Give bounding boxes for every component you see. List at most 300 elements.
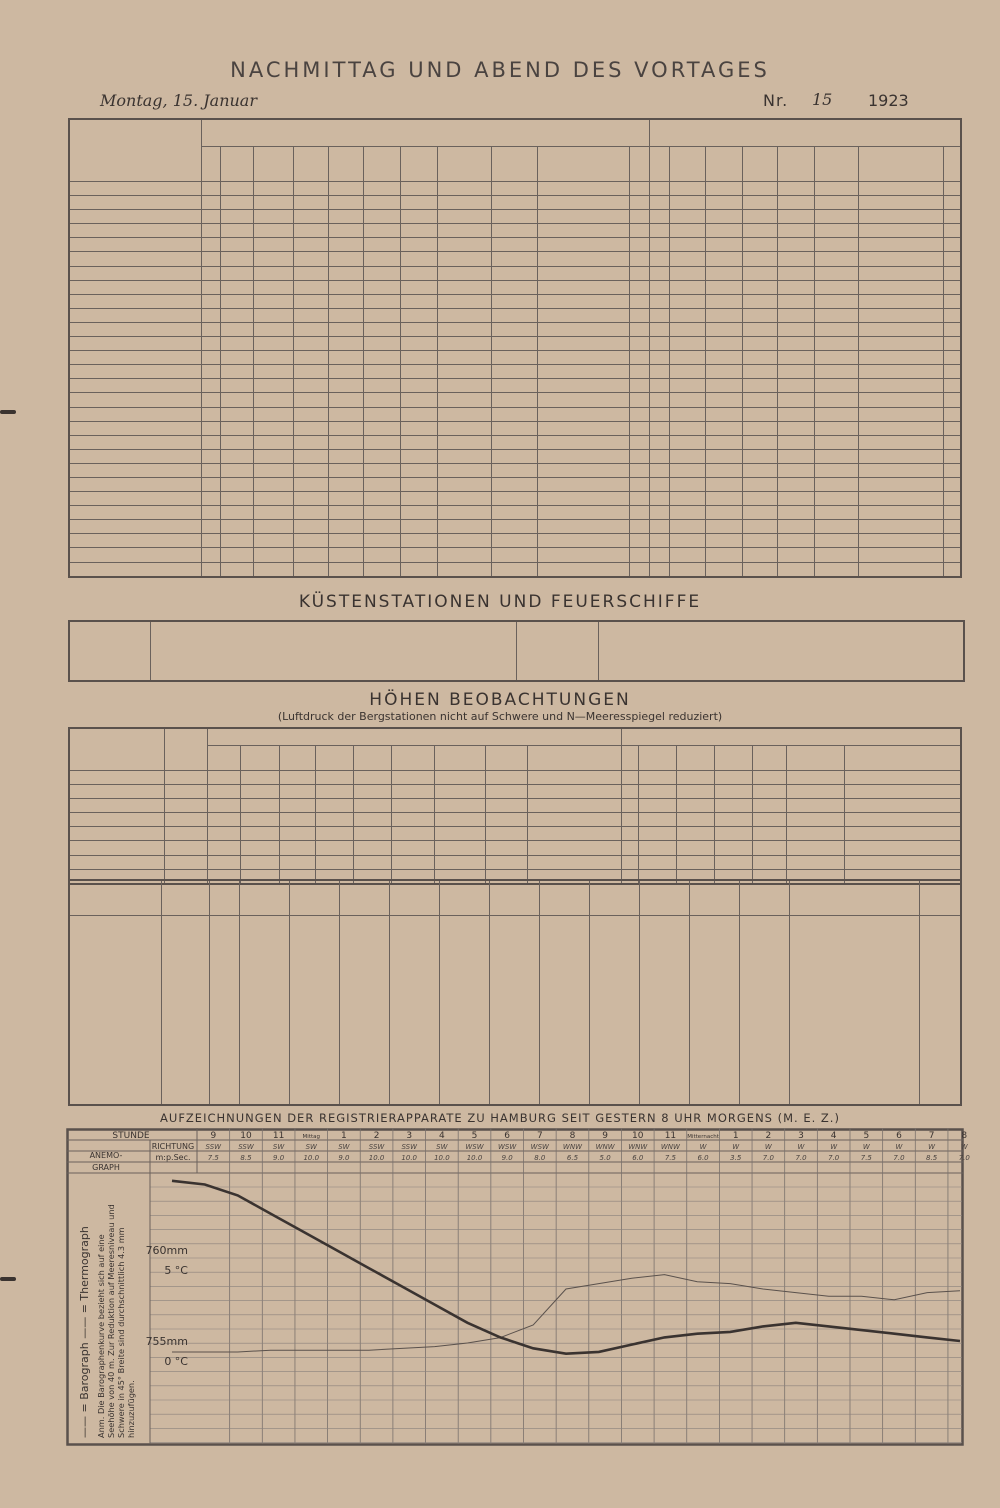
nm-cell (538, 294, 630, 308)
nm-cell (354, 785, 392, 799)
empty-cell (589, 934, 639, 1105)
label-5c: 5 °C (164, 1264, 188, 1277)
ab-cell (742, 534, 777, 548)
nm-cell (485, 841, 527, 855)
ab-cell (742, 351, 777, 365)
nm-cell (221, 534, 254, 548)
heights-subtitle: (Luftdruck der Bergstationen nicht auf Schwere und N—Meeresspiegel reduziert) (277, 710, 723, 723)
nm-cell (221, 266, 254, 280)
station-name (69, 799, 165, 813)
nm-cell (538, 365, 630, 379)
heights-title: HÖHEN BEOBACHTUNGEN (369, 690, 631, 710)
ab-cell (844, 855, 961, 869)
empty-cell (539, 934, 589, 1105)
nm-cell (315, 827, 353, 841)
nm-cell (279, 827, 315, 841)
wind-col-header (489, 880, 539, 916)
nm-cell (528, 799, 622, 813)
nm-cell (221, 379, 254, 393)
nm-cell (492, 210, 538, 224)
ab-cell (858, 379, 943, 393)
ab-cell (705, 393, 742, 407)
ab-cell (742, 365, 777, 379)
ab-col-header (844, 746, 961, 771)
nm-cell (201, 294, 221, 308)
nm-cell (201, 534, 221, 548)
wind-cell (639, 916, 689, 935)
ab-cell (669, 548, 705, 562)
nm-cell (630, 266, 650, 280)
hour-label: 8 (569, 1131, 576, 1141)
ab-cell (649, 210, 669, 224)
nm-cell (538, 280, 630, 294)
nm-cell (400, 238, 437, 252)
nm-cell (630, 548, 650, 562)
ab-cell (621, 785, 638, 799)
ab-cell (649, 477, 669, 491)
empty-cell (289, 934, 339, 1105)
nm-cell (630, 238, 650, 252)
nm-cell (437, 322, 492, 336)
ab-cell (814, 562, 858, 577)
nm-cell (363, 322, 400, 336)
ab-cell (705, 351, 742, 365)
ab-cell (814, 407, 858, 421)
ab-cell (742, 210, 777, 224)
ab-cell (669, 463, 705, 477)
nm-cell (201, 280, 221, 294)
ab-cell (814, 322, 858, 336)
coast-box (68, 620, 965, 682)
nm-cell (363, 196, 400, 210)
nm-cell (328, 351, 363, 365)
station-name (69, 492, 201, 506)
ab-cell (777, 182, 814, 196)
empty-cell (639, 934, 689, 1105)
station-row (69, 224, 961, 238)
ab-cell (742, 182, 777, 196)
nm-cell (201, 562, 221, 577)
nm-cell (437, 294, 492, 308)
ab-cell (638, 785, 676, 799)
nm-cell (254, 407, 293, 421)
nm-col-header (201, 147, 221, 182)
direction-label: W (895, 1143, 903, 1151)
station-row (69, 322, 961, 336)
nm-cell (538, 407, 630, 421)
ab-cell (649, 506, 669, 520)
nm-cell (400, 266, 437, 280)
nm-cell (201, 520, 221, 534)
hour-label: Mitternacht (687, 1134, 719, 1140)
nm-cell (630, 506, 650, 520)
nm-cell (630, 308, 650, 322)
nm-cell (254, 506, 293, 520)
ab-cell (943, 562, 961, 577)
nm-cell (630, 520, 650, 534)
ab-cell (649, 294, 669, 308)
nm-cell (221, 351, 254, 365)
nm-cell (485, 785, 527, 799)
nm-cell (492, 266, 538, 280)
nm-cell (293, 351, 328, 365)
coast-title: KÜSTENSTATIONEN UND FEUERSCHIFFE (298, 592, 702, 612)
ab-cell (705, 210, 742, 224)
nm-cell (328, 266, 363, 280)
ab-cell (787, 799, 844, 813)
ab-cell (844, 813, 961, 827)
stations-table (68, 118, 962, 578)
ab-cell (649, 421, 669, 435)
label-0c: 0 °C (164, 1355, 188, 1368)
ab-cell (705, 266, 742, 280)
hoehe (165, 771, 207, 785)
nm-cell (254, 337, 293, 351)
nm-cell (434, 855, 485, 869)
ab-cell (705, 379, 742, 393)
nm-col-header (392, 746, 434, 771)
nm-cell (363, 210, 400, 224)
wind-cell (689, 916, 739, 935)
station-name (69, 463, 201, 477)
binder-mark (0, 1277, 16, 1281)
nm-cell (392, 813, 434, 827)
nm-cell (528, 771, 622, 785)
nm-cell (315, 813, 353, 827)
empty-cell (161, 934, 209, 1105)
nm-cell (293, 435, 328, 449)
station-row (69, 379, 961, 393)
hour-label: 3 (798, 1131, 804, 1141)
nm-cell (328, 294, 363, 308)
empty-cell (69, 934, 161, 1105)
station-name (69, 322, 201, 336)
nm-cell (437, 196, 492, 210)
wind-cell (239, 916, 289, 935)
ab-cell (676, 771, 714, 785)
hoehe (165, 827, 207, 841)
ab-cell (669, 351, 705, 365)
station-name (69, 351, 201, 365)
ab-cell (943, 182, 961, 196)
speed-label: 3.5 (730, 1154, 742, 1162)
wind-cell (161, 916, 209, 935)
nm-cell (221, 238, 254, 252)
nm-cell (630, 534, 650, 548)
side-note-line: Anm. Die Barographenkurve bezieht sich auf eine (96, 1234, 106, 1438)
station-row (69, 534, 961, 548)
direction-label: WNW (562, 1143, 583, 1151)
direction-label: SW (338, 1143, 350, 1151)
nm-cell (363, 520, 400, 534)
nm-cell (492, 224, 538, 238)
ab-cell (943, 280, 961, 294)
nm-cell (363, 449, 400, 463)
ab-cell (705, 196, 742, 210)
height-row (69, 827, 961, 841)
direction-label: SW (305, 1143, 317, 1151)
empty-cell (439, 934, 489, 1105)
ab-cell (742, 449, 777, 463)
ab-cell (705, 294, 742, 308)
nm-cell (207, 827, 241, 841)
nm-cell (492, 407, 538, 421)
ab-cell (715, 841, 753, 855)
ab-cell (742, 266, 777, 280)
nm-cell (328, 520, 363, 534)
nm-col-header (630, 147, 650, 182)
station-row (69, 337, 961, 351)
ab-cell (814, 449, 858, 463)
ab-cell (777, 534, 814, 548)
ab-cell (943, 266, 961, 280)
ab-cell (777, 520, 814, 534)
nm-cell (354, 813, 392, 827)
ab-cell (844, 827, 961, 841)
ab-cell (814, 280, 858, 294)
nm-cell (354, 855, 392, 869)
nm-cell (241, 827, 279, 841)
hour-label: 7 (928, 1131, 935, 1141)
ab-cell (705, 506, 742, 520)
side-note-line: Schwere in 45° Breite sind durchschnittlich 4.3 mm (116, 1227, 126, 1438)
nm-cell (528, 827, 622, 841)
nm-cell (392, 799, 434, 813)
ab-col-header (621, 746, 638, 771)
height-row (69, 841, 961, 855)
ab-cell (777, 224, 814, 238)
wind-cell (209, 916, 239, 935)
nm-cell (293, 477, 328, 491)
ab-cell (943, 210, 961, 224)
nm-col-header (363, 147, 400, 182)
nm-cell (328, 548, 363, 562)
nm-cell (254, 548, 293, 562)
ab-cell (814, 534, 858, 548)
ab-cell (814, 238, 858, 252)
hour-label: 2 (373, 1131, 380, 1141)
ab-cell (858, 562, 943, 577)
nm-cell (492, 294, 538, 308)
direction-label: W (928, 1143, 936, 1151)
ab-cell (814, 365, 858, 379)
ab-cell (742, 252, 777, 266)
nm-col-header (354, 746, 392, 771)
nm-cell (538, 520, 630, 534)
direction-label: SSW (401, 1143, 418, 1151)
ab-cell (705, 449, 742, 463)
speed-label: 7.5 (860, 1154, 872, 1162)
hour-label: 4 (439, 1131, 445, 1141)
hour-label: Mittag (302, 1134, 321, 1140)
ab-cell (777, 463, 814, 477)
station-row (69, 365, 961, 379)
nm-cell (434, 799, 485, 813)
station-row (69, 280, 961, 294)
ab-cell (669, 421, 705, 435)
ab-cell (777, 322, 814, 336)
height-row (69, 785, 961, 799)
nm-cell (201, 365, 221, 379)
nm-cell (201, 224, 221, 238)
station-row (69, 266, 961, 280)
nm-cell (254, 224, 293, 238)
nm-cell (630, 562, 650, 577)
ab-cell (943, 463, 961, 477)
nm-cell (485, 799, 527, 813)
nm-cell (363, 379, 400, 393)
ab-cell (858, 351, 943, 365)
nm-cell (328, 365, 363, 379)
side-legend: —— = Barograph —— = Thermograph (78, 1226, 91, 1438)
nm-cell (630, 351, 650, 365)
ab-cell (649, 280, 669, 294)
ab-cell (649, 449, 669, 463)
ab-cell (705, 365, 742, 379)
speed-label: 7.0 (762, 1154, 774, 1162)
ab-cell (621, 855, 638, 869)
nm-cell (363, 337, 400, 351)
nm-cell (363, 351, 400, 365)
ab-cell (814, 520, 858, 534)
wind-col-header (209, 880, 239, 916)
nm-cell (538, 210, 630, 224)
nm-cell (538, 379, 630, 393)
nm-cell (241, 771, 279, 785)
speed-label: 10.0 (368, 1154, 385, 1162)
nm-cell (538, 322, 630, 336)
wind-col-header (389, 880, 439, 916)
ab-cell (649, 435, 669, 449)
station-name (69, 785, 165, 799)
direction-label: W (764, 1143, 772, 1151)
ab-col-header (777, 147, 814, 182)
direction-label: WNW (595, 1143, 615, 1151)
nm-cell (315, 855, 353, 869)
ab-cell (705, 280, 742, 294)
nm-cell (538, 449, 630, 463)
speed-label: 9.0 (273, 1154, 285, 1162)
direction-label: SSW (368, 1143, 385, 1151)
ab-cell (858, 477, 943, 491)
nm-cell (630, 182, 650, 196)
station-row (69, 435, 961, 449)
ab-cell (669, 308, 705, 322)
hour-label: 5 (863, 1131, 870, 1141)
ab-cell (621, 813, 638, 827)
ab-cell (649, 322, 669, 336)
ab-cell (814, 421, 858, 435)
ab-cell (742, 463, 777, 477)
ab-cell (649, 182, 669, 196)
empty-cell (489, 934, 539, 1105)
nm-cell (492, 477, 538, 491)
ab-cell (777, 477, 814, 491)
nm-cell (437, 266, 492, 280)
empty-cell (389, 934, 439, 1105)
ab-cell (669, 210, 705, 224)
ab-cell (814, 351, 858, 365)
nm-cell (254, 351, 293, 365)
nm-cell (241, 841, 279, 855)
ab-cell (787, 841, 844, 855)
nm-cell (485, 813, 527, 827)
nm-cell (400, 435, 437, 449)
nm-cell (328, 252, 363, 266)
nm-cell (434, 841, 485, 855)
nm-cell (492, 548, 538, 562)
nm-cell (492, 238, 538, 252)
nm-col-header (254, 147, 293, 182)
nm-cell (293, 379, 328, 393)
ab-cell (777, 435, 814, 449)
richtung-label: RICHTUNG (151, 1142, 195, 1151)
year: 1923 (868, 91, 909, 110)
ab-cell (814, 393, 858, 407)
ab-cell (705, 421, 742, 435)
ab-cell (705, 477, 742, 491)
ab-cell (669, 435, 705, 449)
nm-cell (328, 421, 363, 435)
anemograph-label: ANEMO- (89, 1151, 123, 1160)
nm-cell (400, 196, 437, 210)
nm-cell (363, 238, 400, 252)
nm-cell (437, 379, 492, 393)
nm-cell (293, 449, 328, 463)
ab-cell (649, 407, 669, 421)
nm-cell (328, 379, 363, 393)
speed-label: 7.0 (828, 1154, 840, 1162)
ab-cell (669, 280, 705, 294)
empty-cell (209, 934, 239, 1105)
ab-col-header (814, 147, 858, 182)
ab-cell (742, 238, 777, 252)
ab-cell (777, 252, 814, 266)
nm-cell (485, 827, 527, 841)
nm-cell (221, 294, 254, 308)
wind-col-header (589, 880, 639, 916)
ab-cell (777, 421, 814, 435)
ab-cell (777, 492, 814, 506)
ab-cell (943, 322, 961, 336)
nm-cell (434, 827, 485, 841)
nm-cell (400, 182, 437, 196)
speed-label: 10.0 (401, 1154, 418, 1162)
nm-cell (400, 506, 437, 520)
nm-cell (201, 238, 221, 252)
nm-cell (328, 393, 363, 407)
nm-cell (221, 477, 254, 491)
direction-label: SW (272, 1143, 285, 1151)
nm-cell (538, 435, 630, 449)
nm-cell (437, 393, 492, 407)
station-name (69, 182, 201, 196)
ab-cell (742, 322, 777, 336)
direction-label: WNW (628, 1143, 648, 1151)
nm-cell (437, 252, 492, 266)
ab-cell (858, 322, 943, 336)
ab-cell (777, 506, 814, 520)
nm-cell (254, 379, 293, 393)
ab-cell (676, 841, 714, 855)
ab-col-header (787, 746, 844, 771)
header-abend (621, 728, 961, 746)
station-row (69, 506, 961, 520)
station-name (69, 365, 201, 379)
ab-cell (705, 548, 742, 562)
nm-cell (221, 492, 254, 506)
nm-cell (207, 771, 241, 785)
